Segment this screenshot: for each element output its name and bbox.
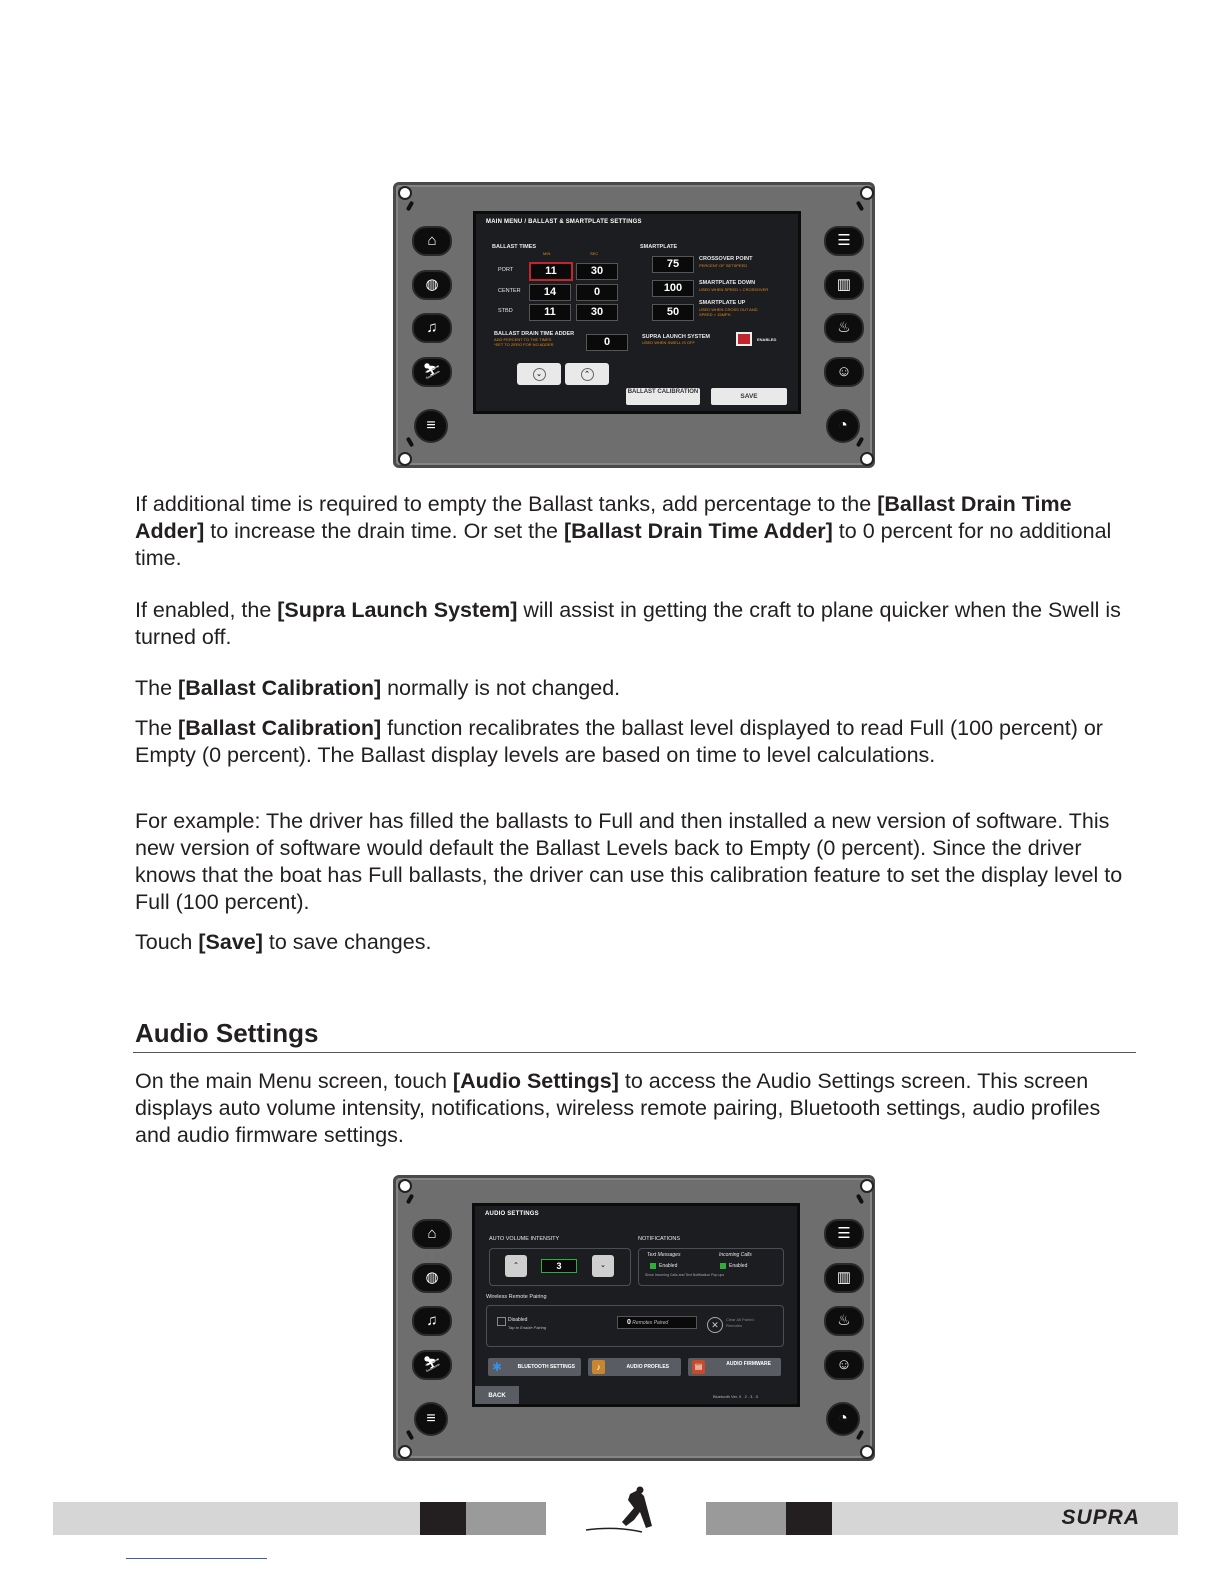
bluetooth-version: Bluetooth Ver. 0 . 2 . 3 . 0: [713, 1394, 758, 1399]
min-column-label: MIN: [543, 251, 551, 256]
crossover-label: CROSSOVER POINT: [699, 256, 753, 262]
smartplate-label: SMARTPLATE: [640, 244, 678, 250]
center-label: CENTER: [498, 288, 521, 294]
volume-value: 3: [541, 1259, 577, 1273]
footer-link-underline: [126, 1558, 267, 1559]
center-min-field[interactable]: 14: [529, 284, 571, 301]
smartplate-up-field[interactable]: 50: [652, 304, 694, 321]
screw: [398, 1179, 412, 1193]
chevron-up-icon: ⌃: [513, 1262, 519, 1269]
text: to increase the drain time. Or set the: [204, 519, 564, 543]
down-arrow-button[interactable]: [517, 363, 561, 385]
section-heading: Audio Settings: [135, 1018, 319, 1048]
text: If enabled, the: [135, 598, 278, 622]
screw: [860, 186, 874, 200]
incoming-calls-state: Enabled: [729, 1263, 748, 1269]
audio-profiles-button[interactable]: AUDIO PROFILES: [588, 1358, 681, 1376]
wakeboarder-logo-icon: [546, 1486, 706, 1536]
firmware-icon: ▤: [692, 1360, 705, 1374]
footer-block-dark: [786, 1502, 832, 1535]
screen-title: AUDIO SETTINGS: [485, 1211, 539, 1217]
text-messages-state: Enabled: [659, 1263, 678, 1269]
audio-settings-screenshot: [393, 1175, 875, 1461]
text: For example: The driver has filled the ballasts to Full and then installed a new version of software. This new version of software would default the Ballast Levels back to Empty (0 percent). Since the driver knows that the boat has Full ballasts, the driver can use this calibration feature to set the display level to Full (100 percent).: [135, 809, 1123, 914]
back-button[interactable]: BACK: [475, 1386, 519, 1406]
pairing-checkbox[interactable]: [497, 1317, 506, 1326]
text: The: [135, 676, 179, 700]
music-note-icon: ♪: [592, 1360, 605, 1374]
bezel-notch: [406, 1430, 414, 1441]
screw: [860, 1445, 874, 1459]
bezel-notch: [406, 1194, 414, 1205]
display-screen: [472, 1203, 800, 1407]
volume-down-button[interactable]: [592, 1255, 614, 1277]
ballast-icon[interactable]: ▥: [824, 1263, 864, 1293]
pairing-hint: Tap to Enable Pairing: [508, 1325, 547, 1330]
text: normally is not changed.: [381, 676, 621, 700]
seat-heat-icon[interactable]: ♨: [824, 1306, 864, 1336]
footer-bar-right: [832, 1502, 1178, 1535]
save-paragraph: [135, 929, 1125, 956]
footer-block-dark: [420, 1502, 466, 1535]
audio-intro-paragraph: [135, 1068, 1125, 1149]
text: The: [135, 716, 179, 740]
stbd-label: STBD: [498, 308, 513, 314]
text: to access the Audio Settings screen. This screen displays auto volume intensity, notifications, wireless remote pairing, Bluetooth settings, audio profiles and audio firmware settings.: [135, 1069, 1101, 1147]
save-button[interactable]: SAVE: [711, 388, 787, 405]
calibration-note-paragraph: [135, 675, 1125, 702]
stbd-min-field[interactable]: 11: [529, 304, 571, 321]
text: to save changes.: [262, 930, 432, 954]
drain-adder-paragraph: [135, 491, 1125, 572]
drain-adder-field[interactable]: 0: [586, 334, 628, 351]
audio-firmware-button[interactable]: AUDIO FIRMWARE: [688, 1358, 781, 1376]
screw: [860, 452, 874, 466]
ballast-times-label: BALLAST TIMES: [492, 244, 536, 250]
bezel-notch: [856, 1194, 864, 1205]
screen-title: MAIN MENU / BALLAST & SMARTPLATE SETTINGS: [486, 219, 642, 225]
smartplate-down-sub: USED WHEN SPEED < CROSSOVER: [699, 287, 769, 292]
screw: [398, 186, 412, 200]
smartplate-up-label: SMARTPLATE UP: [699, 300, 746, 306]
ballast-icon[interactable]: ▥: [824, 270, 864, 300]
notifications-label: NOTIFICATIONS: [638, 1236, 681, 1242]
chevron-down-icon: ⌄: [600, 1262, 606, 1269]
bold-term: [Supra Launch System]: [277, 598, 518, 622]
pairing-label: Wireless Remote Pairing: [486, 1294, 547, 1300]
chevron-up-icon: ⌃: [581, 368, 594, 381]
bold-term: [Save]: [198, 930, 263, 954]
footer-logo-area: [546, 1502, 706, 1535]
calibration-function-paragraph: [135, 715, 1125, 769]
display-screen: [473, 211, 801, 414]
text: Touch: [135, 930, 199, 954]
screw: [860, 1179, 874, 1193]
crossover-sub: PERCENT OF SETSPEED: [699, 263, 748, 268]
menu-icon[interactable]: ≡: [414, 409, 448, 443]
bezel-notch: [406, 437, 414, 448]
seat-heat-icon[interactable]: ♨: [824, 313, 864, 343]
remotes-label: Remotes Paired: [632, 1320, 669, 1326]
smartplate-down-field[interactable]: 100: [652, 280, 694, 297]
crossover-field[interactable]: 75: [652, 256, 694, 273]
footer-block-gray: [706, 1502, 786, 1535]
wakeboard-icon[interactable]: ⛷: [412, 1350, 452, 1380]
chevron-down-icon: ⌄: [533, 368, 546, 381]
volume-up-button[interactable]: [505, 1255, 527, 1277]
drain-adder-note: *SET TO ZERO FOR NO ADDER: [494, 342, 554, 347]
heading-rule: [133, 1052, 1136, 1053]
incoming-calls-label: Incoming Calls: [719, 1252, 752, 1258]
bezel-notch: [856, 201, 864, 212]
bezel-notch: [406, 201, 414, 212]
launch-system-paragraph: [135, 597, 1125, 651]
screw: [398, 452, 412, 466]
bold-term: [Audio Settings]: [452, 1069, 619, 1093]
remotes-count: 0: [627, 1319, 631, 1326]
bezel-notch: [856, 1430, 864, 1441]
footer-block-gray: [466, 1502, 546, 1535]
home-icon[interactable]: ⌂: [412, 1219, 452, 1249]
example-paragraph: [135, 808, 1125, 916]
drain-adder-sub: ADD PERCENT TO THE TIMES: [494, 337, 552, 342]
up-arrow-button[interactable]: [565, 363, 609, 385]
ballast-settings-screenshot: [393, 182, 875, 468]
pairing-state: Disabled: [508, 1317, 528, 1323]
wakeboard-icon[interactable]: ⛷: [412, 357, 452, 387]
globe-icon[interactable]: ◍: [412, 1263, 452, 1293]
remotes-paired-display: [617, 1316, 697, 1329]
text: On the main Menu screen, touch: [135, 1069, 453, 1093]
ballast-calibration-button[interactable]: BALLAST CALIBRATION: [626, 388, 700, 405]
text: to 0 percent for no additional time.: [135, 519, 1112, 570]
driver-icon[interactable]: ☺: [824, 357, 864, 387]
bold-term: [Ballast Drain Time Adder]: [135, 492, 1072, 543]
bezel-notch: [856, 437, 864, 448]
speedometer-icon[interactable]: ◔: [826, 1402, 860, 1436]
speedometer-icon[interactable]: ◔: [826, 409, 860, 443]
launch-system-checkbox[interactable]: [736, 332, 752, 346]
text-messages-checkbox[interactable]: [650, 1263, 656, 1269]
launch-system-sub: USED WHEN SWELL IS OFF: [642, 340, 695, 345]
smartplate-down-label: SMARTPLATE DOWN: [699, 280, 756, 286]
menu-icon[interactable]: ≡: [414, 1402, 448, 1436]
lights-icon[interactable]: ☰: [824, 226, 864, 256]
music-icon[interactable]: ♫: [412, 1306, 452, 1336]
footer-bar-left: [53, 1502, 420, 1535]
bluetooth-icon: ✱: [492, 1360, 503, 1374]
incoming-calls-checkbox[interactable]: [720, 1263, 726, 1269]
home-icon[interactable]: ⌂: [412, 226, 452, 256]
port-min-field[interactable]: 11: [529, 262, 573, 281]
text: function recalibrates the ballast level displayed to read Full (100 percent) or Empty (0 percent). The Ballast display levels are based on time to level calculations.: [135, 716, 1103, 767]
bold-term: [Ballast Drain Time Adder]: [563, 519, 833, 543]
sec-column-label: SEC: [590, 251, 599, 256]
launch-system-state: ENABLED: [757, 337, 777, 342]
center-sec-field[interactable]: 0: [576, 284, 618, 301]
bluetooth-settings-button[interactable]: BLUETOOTH SETTINGS: [488, 1358, 581, 1376]
driver-icon[interactable]: ☺: [824, 1350, 864, 1380]
drain-adder-label: BALLAST DRAIN TIME ADDER: [494, 331, 575, 337]
lights-icon[interactable]: ☰: [824, 1219, 864, 1249]
port-sec-field[interactable]: 30: [576, 263, 618, 280]
text: will assist in getting the craft to plane quicker when the Swell is turned off.: [135, 598, 1121, 649]
screw: [398, 1445, 412, 1459]
bold-term: [Ballast Calibration]: [178, 716, 382, 740]
text-messages-label: Text Messages: [647, 1252, 681, 1258]
port-label: PORT: [498, 267, 514, 273]
smartplate-up-sub: USED WHEN CROSS OUT AND SPEED > 15MPH: [699, 307, 758, 317]
clear-remotes-label: Clear All Paired Remotes: [726, 1317, 754, 1328]
text: If additional time is required to empty the Ballast tanks, add percentage to the: [135, 492, 878, 516]
stbd-sec-field[interactable]: 30: [576, 304, 618, 321]
bold-term: [Ballast Calibration]: [178, 676, 382, 700]
launch-system-label: SUPRA LAUNCH SYSTEM: [642, 334, 710, 340]
volume-label: AUTO VOLUME INTENSITY: [489, 1236, 560, 1242]
clear-remotes-icon[interactable]: ✕: [707, 1317, 723, 1333]
supra-logo: SUPRA: [1061, 1506, 1140, 1529]
notifications-note: Show Incoming Calls and Text Notification Pop-ups: [645, 1273, 725, 1277]
music-icon[interactable]: ♫: [412, 313, 452, 343]
globe-icon[interactable]: ◍: [412, 270, 452, 300]
